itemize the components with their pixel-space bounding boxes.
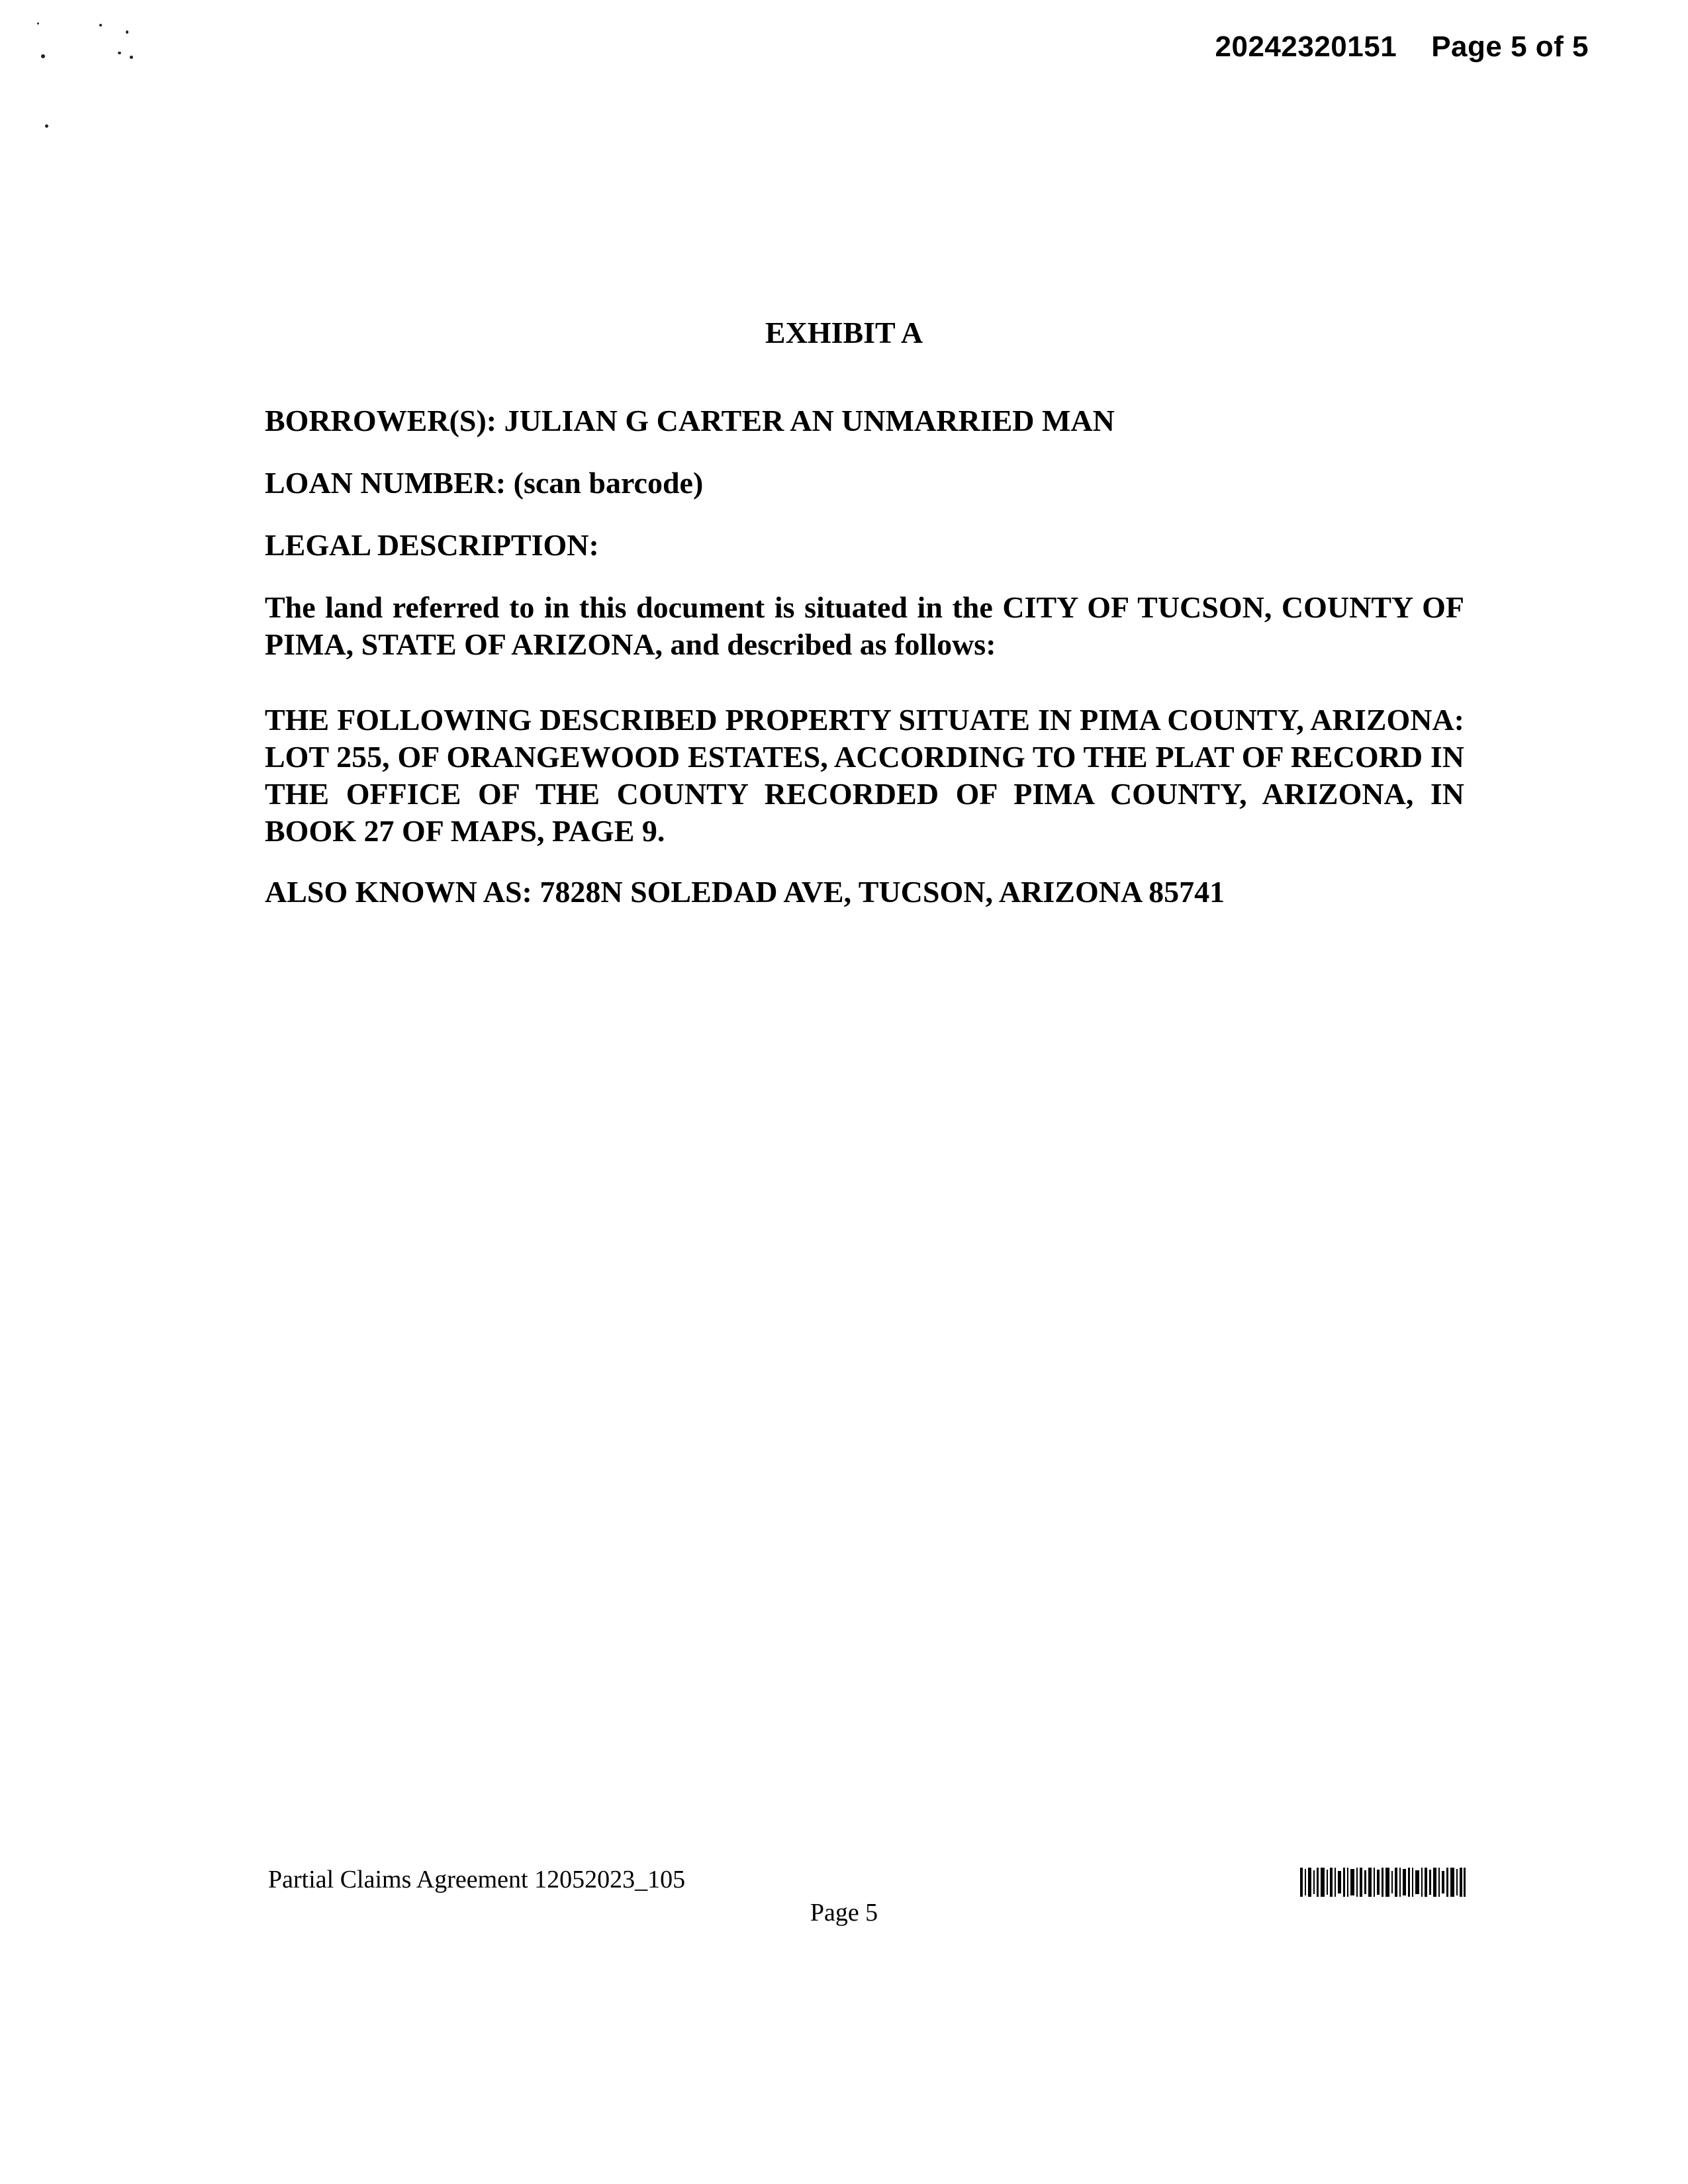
recording-header [1215,30,1589,64]
legal-description-label: LEGAL DESCRIPTION: [265,528,599,562]
borrower-line: BORROWER(S): JULIAN G CARTER AN UNMARRIED MAN [265,404,1115,437]
scan-speck [45,124,48,128]
scan-speck [41,54,45,58]
document-footer-label: Partial Claims Agreement 12052023_105 [268,1866,686,1893]
document-number: 20242320151 [1215,30,1397,63]
scan-speck [37,23,39,24]
land-paragraph: The land referred to in this document is situated in the CITY OF TUCSON, COUNTY OF PIMA, STATE OF ARIZONA, and described as follows: [265,590,1464,661]
scan-speck [126,30,128,34]
barcode-icon [1300,1868,1466,1897]
scan-speck [130,56,133,59]
page-indicator: Page 5 of 5 [1431,30,1589,63]
also-known-as: ALSO KNOWN AS: 7828N SOLEDAD AVE, TUCSON, ARIZONA 85741 [265,875,1225,909]
loan-number-line: LOAN NUMBER: (scan barcode) [265,466,704,500]
scan-speck [99,24,102,26]
property-paragraph: THE FOLLOWING DESCRIBED PROPERTY SITUATE IN PIMA COUNTY, ARIZONA: LOT 255, OF ORANGEWOOD ESTATES, ACCORDING TO THE PLAT OF RECORD IN THE OFFICE OF THE COUNTY RECORDED OF PIMA COUNTY, ARIZONA, IN BOOK 27 OF MAPS, PAGE 9. [265,703,1487,848]
scan-speck [118,52,121,54]
exhibit-title: EXHIBIT A [765,316,923,349]
page-number: Page 5 [810,1899,878,1927]
